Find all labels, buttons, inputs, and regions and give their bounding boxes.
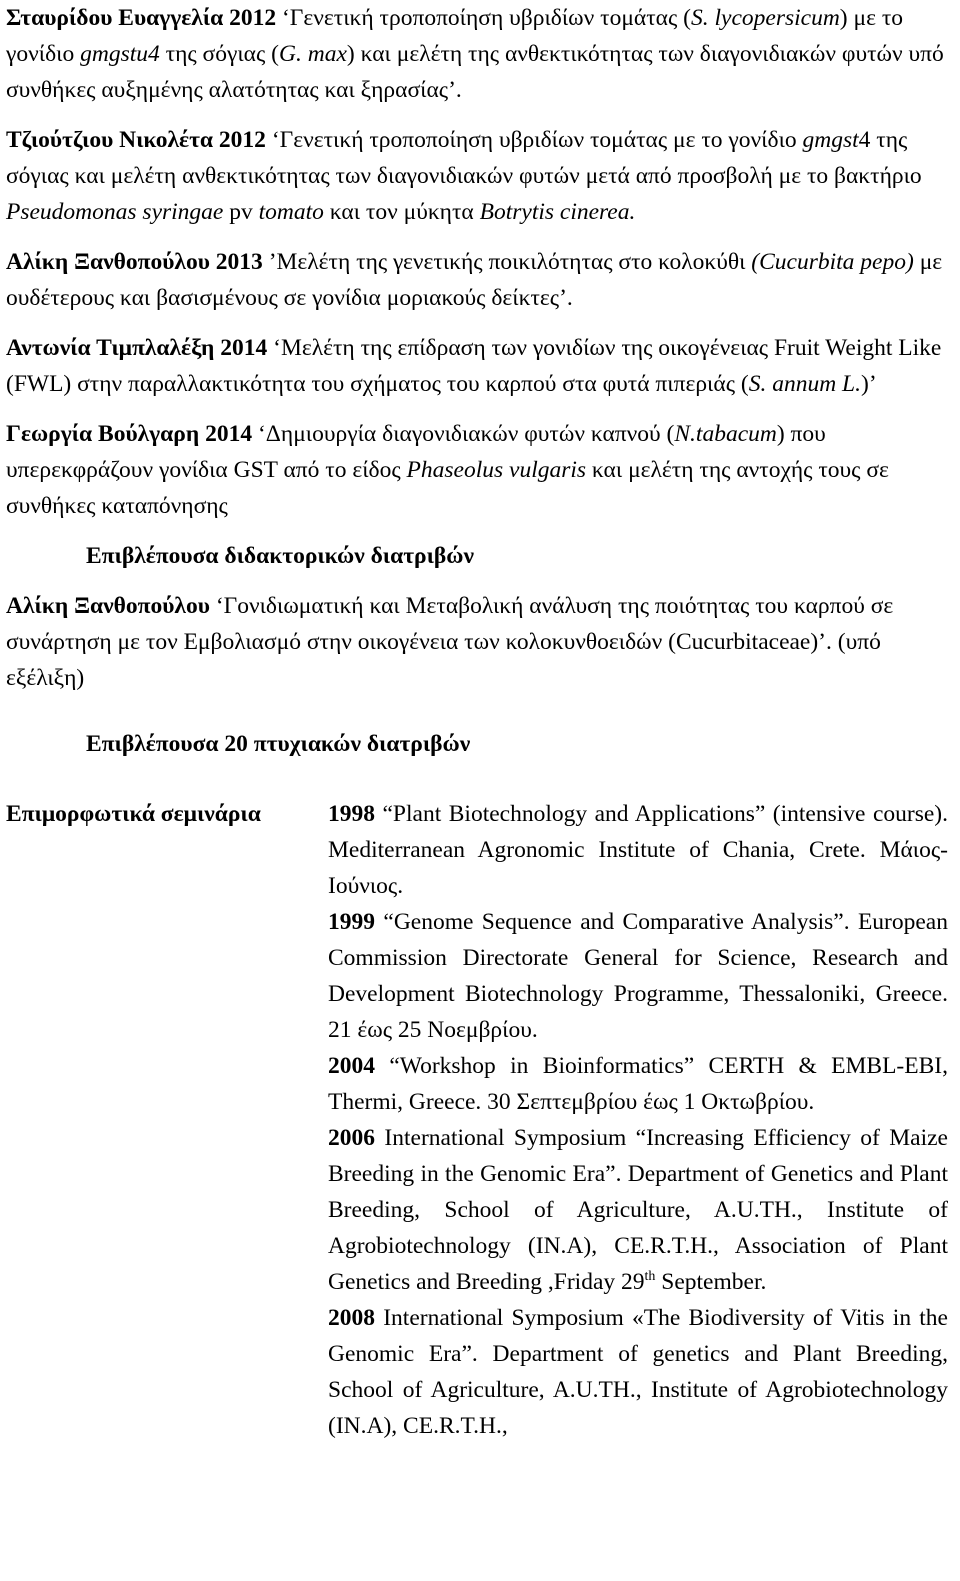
thesis-entry — [0, 416, 960, 524]
thesis-text: Pseudomonas syringae — [6, 199, 224, 225]
thesis-text: ) με το γονίδιο — [6, 5, 904, 67]
seminar-text: “Workshop in Bioinformatics” CERTH & EMBL-EBI, Thermi, Greece. 30 Σεπτεμβρίου έως 1 Οκτωβρίου. — [328, 1053, 948, 1115]
thesis-text: Phaseolus vulgaris — [406, 457, 587, 483]
thesis-text: με ουδέτερους και βασισμένους σε γονίδια μοριακούς δείκτες’. — [6, 249, 943, 311]
seminar-year: 2006 — [328, 1125, 375, 1151]
thesis-author: Αλίκη Ξανθοπούλου 2013 — [6, 249, 263, 275]
thesis-text: pv — [223, 199, 259, 225]
doctoral-heading: Επιβλέπουσα διδακτορικών διατριβών — [86, 543, 474, 569]
thesis-author: Σταυρίδου Ευαγγελία 2012 — [6, 5, 277, 31]
seminar-superscript: th — [644, 1269, 656, 1285]
seminar-year: 1998 — [328, 801, 375, 827]
seminar-text: International Symposium «The Biodiversity of Vitis in the Genomic Era”. Department of genetics and Plant Breeding, School of Agriculture, A.U.TH., Institute of Agrobiotechnology (IN.A), CE.R.T.H., — [328, 1305, 948, 1439]
thesis-text: και μελέτη της αντοχής τους σε συνθήκες καταπόνησης — [6, 457, 889, 519]
thesis-entry — [0, 122, 960, 230]
thesis-author: Γεωργία Βούλγαρη 2014 — [6, 421, 253, 447]
thesis-text: ’Μελέτη της γενετικής ποικιλότητας στο κολοκύθι — [262, 249, 752, 275]
doctoral-author: Αλίκη Ξανθοπούλου — [6, 593, 210, 619]
thesis-author: Τζιούτζιου Νικολέτα 2012 — [6, 127, 266, 153]
thesis-entry — [0, 330, 960, 402]
thesis-text: gmgstu4 — [80, 41, 160, 67]
seminar-item — [328, 1120, 948, 1300]
thesis-text: S. lycopersicum — [691, 5, 840, 31]
thesis-entry — [0, 0, 960, 108]
seminars-label: Επιμορφωτικά σεμινάρια — [6, 801, 261, 827]
doctoral-text: ‘Γονιδιωματική και Μεταβολική ανάλυση της ποιότητας του καρπού σε συνάρτηση με τον Εμβολιασμό στην οικογένεια των κολοκυνθοειδών (Cucurbitaceae)’. (υπό εξέλιξη) — [6, 593, 894, 691]
thesis-list — [0, 0, 960, 524]
doctoral-entry — [0, 588, 960, 696]
thesis-text: G. max — [279, 41, 347, 67]
thesis-text: 4 της σόγιας και μελέτη ανθεκτικότητας των διαγονιδιακών φυτών μετά από προσβολή με το βακτήριο — [6, 127, 922, 189]
thesis-text: Botrytis cinerea. — [479, 199, 636, 225]
thesis-text: tomato — [258, 199, 324, 225]
thesis-author: Αντωνία Τιμπλαλέξη 2014 — [6, 335, 268, 361]
seminar-text: “Genome Sequence and Comparative Analysis”. European Commission Directorate General for Science, Research and Development Biotechnology Programme, Thessaloniki, Greece. 21 έως 25 Νοεμβρίου. — [328, 909, 948, 1043]
thesis-text: N.tabacum — [674, 421, 777, 447]
thesis-text: S. annum L. — [748, 371, 861, 397]
thesis-text: της σόγιας ( — [159, 41, 279, 67]
thesis-text: ‘Δημιουργία διαγονιδιακών φυτών καπνού ( — [252, 421, 675, 447]
thesis-text: (Cucurbita pepo) — [751, 249, 914, 275]
thesis-text: ‘Γενετική τροποποίηση υβριδίων τομάτας με το γονίδιο — [265, 127, 803, 153]
thesis-text: ) και μελέτη της ανθεκτικότητας των διαγονιδιακών φυτών υπό συνθήκες αυξημένης αλατότητας και ξηρασίας’. — [6, 41, 944, 103]
seminar-item — [328, 1300, 948, 1444]
thesis-text: ‘Μελέτη της επίδραση των γονιδίων της οικογένειας Fruit Weight Like (FWL) στην παραλλακτικότητα του σχήματος του καρπού στα φυτά πιπεριάς ( — [6, 335, 942, 397]
seminar-list — [328, 796, 948, 1444]
undergrad-heading: Επιβλέπουσα 20 πτυχιακών διατριβών — [86, 731, 471, 757]
seminar-year: 1999 — [328, 909, 375, 935]
seminar-text-tail: September. — [655, 1269, 767, 1295]
thesis-text: ) που υπερεκφράζουν γονίδια GST από το είδος — [6, 421, 826, 483]
seminar-text: International Symposium “Increasing Efficiency of Maize Breeding in the Genomic Era”. Department of Genetics and Plant Breeding, School of Agriculture, A.U.TH., Institute of Agrobiotechnology (IN.A), CE.R.T.H., Association of Plant Genetics and Breeding ,Friday 29 — [328, 1125, 948, 1295]
thesis-text: gmgst — [802, 127, 859, 153]
thesis-text: και τον μύκητα — [323, 199, 480, 225]
seminar-item — [328, 796, 948, 904]
seminar-text: “Plant Biotechnology and Applications” (intensive course). Mediterranean Agronomic Institute of Chania, Crete. Μάιος-Ιούνιος. — [328, 801, 948, 899]
seminar-item — [328, 904, 948, 1048]
thesis-text: )’ — [861, 371, 877, 397]
thesis-text: ‘Γενετική τροποποίηση υβριδίων τομάτας ( — [276, 5, 691, 31]
seminars-section — [0, 796, 960, 1444]
seminar-year: 2004 — [328, 1053, 375, 1079]
seminar-year: 2008 — [328, 1305, 375, 1331]
thesis-entry — [0, 244, 960, 316]
seminar-item — [328, 1048, 948, 1120]
